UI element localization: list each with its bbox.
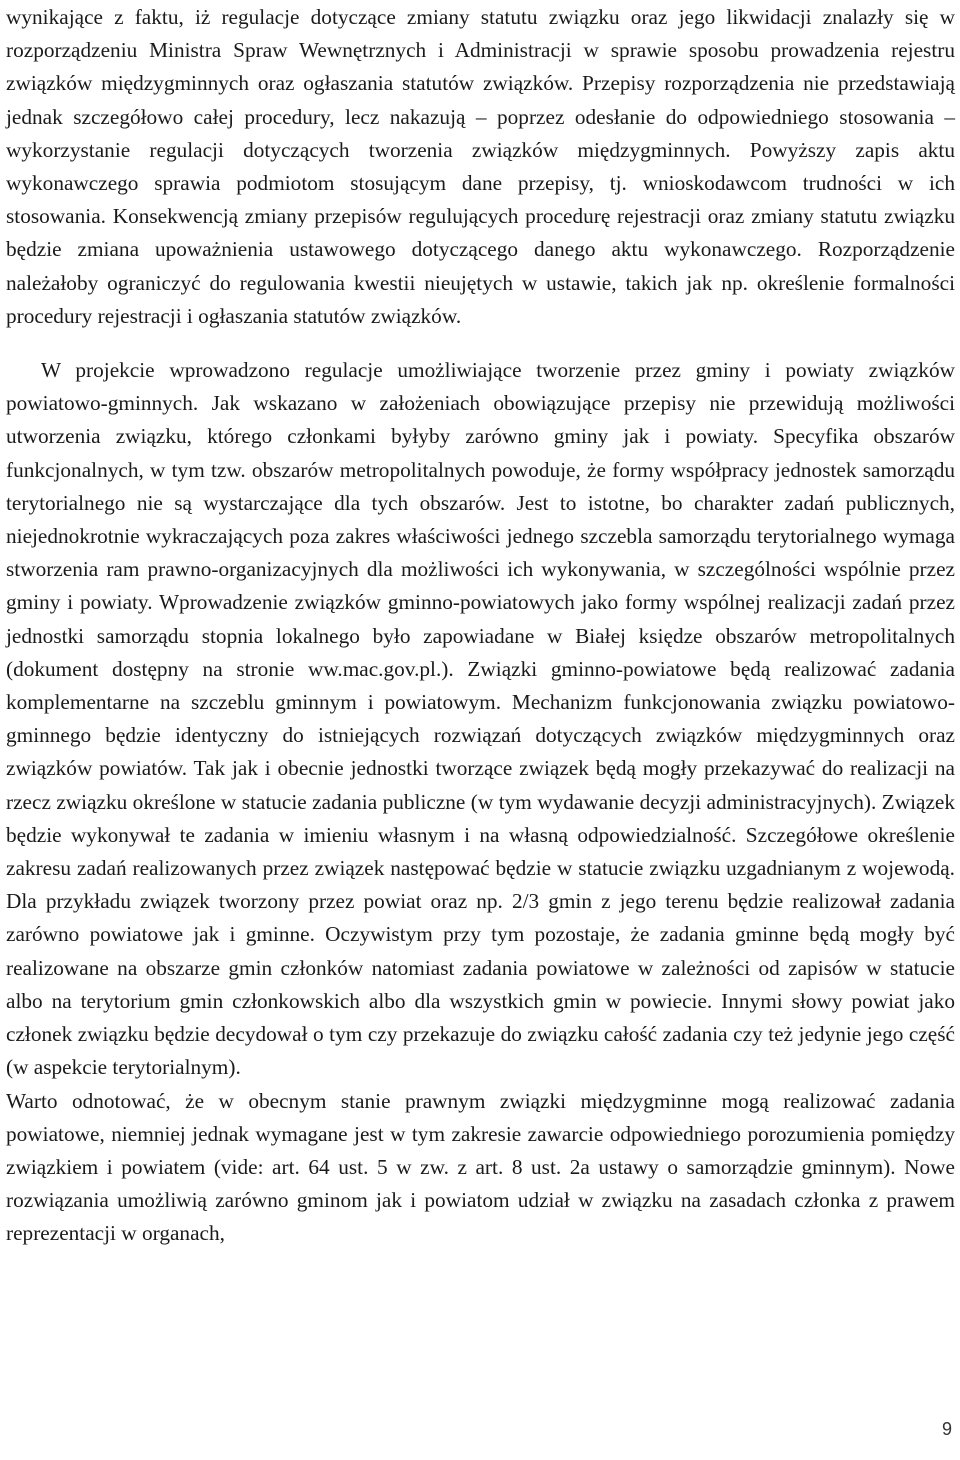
paragraph-spacer bbox=[6, 333, 955, 354]
paragraph-2: W projekcie wprowadzono regulacje umożliwiające tworzenie przez gminy i powiaty związków powiatowo-gminnych. Jak wskazano w założeniach obowiązujące przepisy nie przewidują możliwości utworzenia związku, którego członkami byłyby zarówno gminy jak i powiaty. Specyfika obszarów funkcjonalnych, w tym tzw. obszarów metropolitalnych powoduje, że formy współpracy jednostek samorządu terytorialnego nie są wystarczające dla tych obszarów. Jest to istotne, bo charakter zadań publicznych, niejednokrotnie wykraczających poza zakres właściwości jednego szczebla samorządu terytorialnego wymaga stworzenia ram prawno-organizacyjnych dla możliwości ich wykonywania, w szczególności wspólnie przez gminy i powiaty. Wprowadzenie związków gminno-powiatowych jako formy wspólnej realizacji zadań przez jednostki samorządu stopnia lokalnego było zapowiadane w Białej księdze obszarów metropolitalnych (dokument dostępny na stronie ww.mac.gov.pl.). Związki gminno-powiatowe będą realizować zadania komplementarne na szczeblu gminnym i powiatowym. Mechanizm funkcjonowania związku powiatowo-gminnego będzie identyczny do istniejących rozwiązań dotyczących związków międzygminnych oraz związków powiatów. Tak jak i obecnie jednostki tworzące związek będą mogły przekazywać do realizacji na rzecz związku określone w statucie zadania publiczne (w tym wydawanie decyzji administracyjnych). Związek będzie wykonywał te zadania w imieniu własnym i na własną odpowiedzialność. Szczegółowe określenie zakresu zadań realizowanych przez związek następować będzie w statucie związku uzgadnianym z wojewodą. Dla przykładu związek tworzony przez powiat oraz np. 2/3 gmin z jego terenu będzie realizował zadania zarówno powiatowe jak i gminne. Oczywistym przy tym pozostaje, że zadania gminne będą mogły być realizowane na obszarze gmin członków natomiast zadania powiatowe w zależności od zapisów w statucie albo na terytorium gmin członkowskich albo dla wszystkich gmin w powiecie. Innymi słowy powiat jako członek związku będzie decydował o tym czy przekazuje do związku całość zadania czy też jedynie jego część (w aspekcie terytorialnym). bbox=[6, 358, 955, 1080]
paragraph-3: Warto odnotować, że w obecnym stanie prawnym związki międzygminne mogą realizować zadania powiatowe, niemniej jednak wymagane jest w tym zakresie zawarcie odpowiedniego porozumienia pomiędzy związkiem i powiatem (vide: art. 64 ust. 5 w zw. z art. 8 ust. 2a ustawy o samorządzie gminnym). Nowe rozwiązania umożliwią zarówno gminom jak i powiatom udział w związku na zasadach członka z prawem reprezentacji w organach, bbox=[6, 1088, 955, 1246]
document-page bbox=[6, 0, 955, 1251]
paragraph-1: wynikające z faktu, iż regulacje dotyczące zmiany statutu związku oraz jego likwidacji znalazły się w rozporządzeniu Ministra Spraw Wewnętrznych i Administracji w sprawie sposobu prowadzenia rejestru związków międzygminnych oraz ogłaszania statutów związków. Przepisy rozporządzenia nie przedstawiają jednak szczegółowo całej procedury, lecz nakazują – poprzez odesłanie do odpowiedniego stosowania – wykorzystanie regulacji dotyczących tworzenia związków międzygminnych. Powyższy zapis aktu wykonawczego sprawia podmiotom stosującym dane przepisy, tj. wnioskodawcom trudności w ich stosowania. Konsekwencją zmiany przepisów regulujących procedurę rejestracji oraz zmiany statutu związku będzie zmiana upoważnienia ustawowego dotyczącego danego aktu wykonawczego. Rozporządzenie należałoby ograniczyć do regulowania kwestii nieujętych w ustawie, takich jak np. określenie formalności procedury rejestracji i ogłaszania statutów związków. bbox=[6, 5, 955, 328]
page-number: 9 bbox=[941, 1419, 952, 1439]
